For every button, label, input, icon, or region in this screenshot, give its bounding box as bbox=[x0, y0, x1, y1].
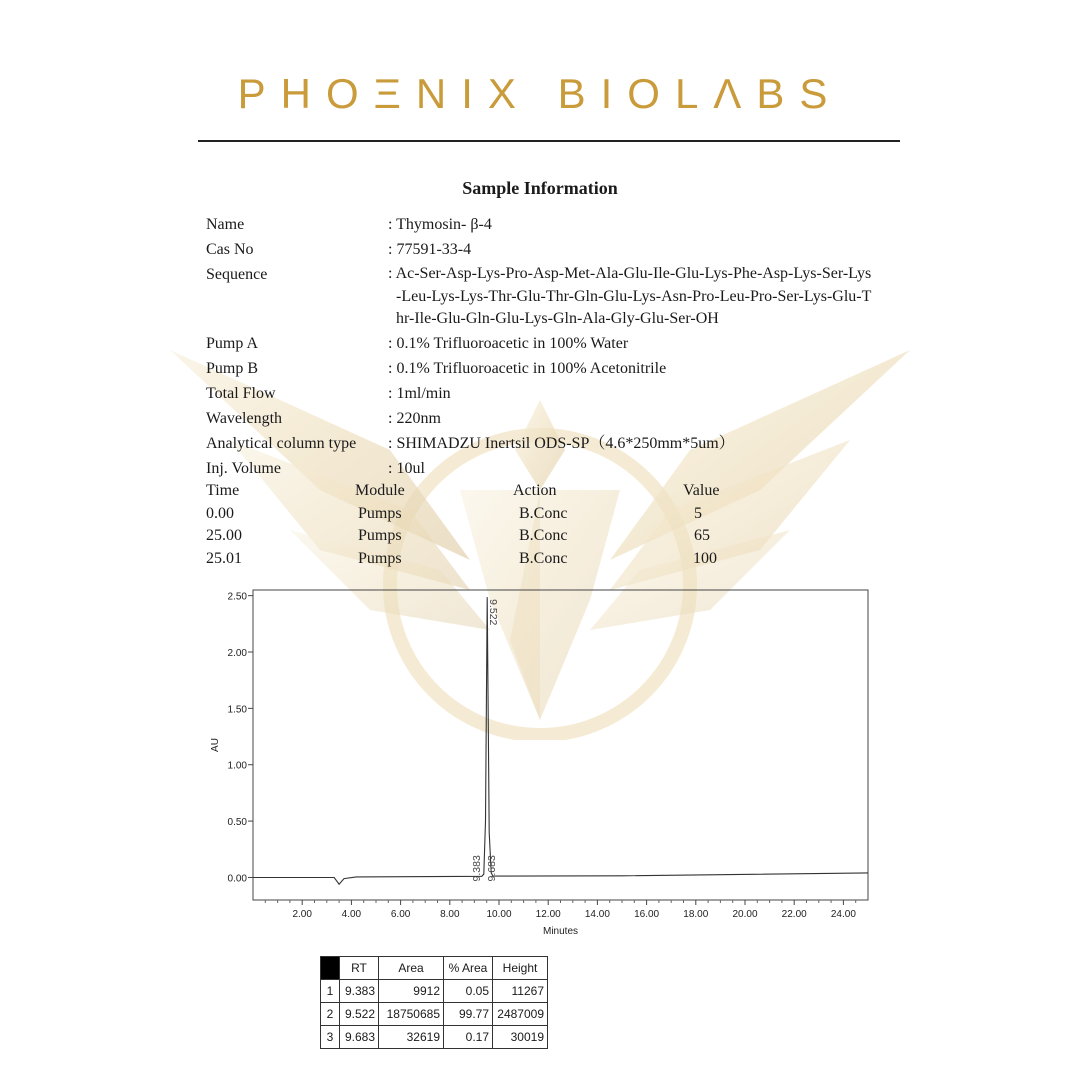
gradient-cell: 0.00 bbox=[206, 504, 234, 522]
sequence-line: -Leu-Lys-Lys-Thr-Glu-Thr-Gln-Glu-Lys-Asn-Pro-Leu-Pro-Ser-Lys-Glu-T bbox=[396, 287, 872, 305]
results-cell: 2487009 bbox=[493, 1003, 548, 1026]
peak-results-table bbox=[320, 956, 548, 1049]
gradient-cell: 25.01 bbox=[206, 549, 242, 567]
gradient-cell: B.Conc bbox=[519, 527, 568, 544]
results-header: RT bbox=[340, 957, 379, 980]
gradient-cell: 65 bbox=[694, 527, 710, 544]
results-header: Area bbox=[379, 957, 444, 980]
header-rule bbox=[198, 140, 900, 142]
results-cell: 0.05 bbox=[444, 980, 493, 1003]
sequence-line: hr-Ile-Glu-Gln-Glu-Lys-Gln-Ala-Gly-Glu-Ser-OH bbox=[396, 310, 719, 327]
x-tick-label: 4.00 bbox=[341, 909, 362, 920]
results-cell: 1 bbox=[321, 980, 340, 1003]
peak-label: 9.522 bbox=[487, 599, 500, 626]
table-row bbox=[321, 980, 548, 1003]
results-cell: 9.522 bbox=[340, 1003, 379, 1026]
info-label: Total Flow bbox=[206, 384, 276, 402]
info-label: Sequence bbox=[206, 266, 268, 283]
gradient-header: Action bbox=[513, 482, 557, 499]
results-cell: 0.17 bbox=[444, 1026, 493, 1049]
results-cell: 9912 bbox=[379, 980, 444, 1003]
info-label: Name bbox=[206, 216, 245, 233]
sequence-line: : Ac-Ser-Asp-Lys-Pro-Asp-Met-Ala-Glu-Ile-Glu-Lys-Phe-Asp-Lys-Ser-Lys bbox=[388, 265, 872, 282]
results-cell: 18750685 bbox=[379, 1003, 444, 1026]
info-value: : 0.1% Trifluoroacetic in 100% Water bbox=[388, 334, 629, 352]
gradient-header: Module bbox=[355, 482, 405, 499]
x-tick-label: 16.00 bbox=[634, 909, 660, 920]
y-tick-label: 0.00 bbox=[227, 873, 247, 885]
gradient-program-table bbox=[206, 482, 766, 572]
info-label: Pump B bbox=[206, 359, 259, 377]
gradient-row bbox=[206, 527, 766, 550]
sample-information-title: Sample Information bbox=[462, 178, 618, 198]
info-label: Analytical column type bbox=[206, 434, 357, 452]
x-tick-label: 14.00 bbox=[584, 909, 610, 920]
x-tick-label: 22.00 bbox=[781, 909, 807, 920]
y-tick-label: 1.50 bbox=[227, 704, 247, 716]
sequence-value bbox=[388, 262, 936, 331]
x-tick-label: 20.00 bbox=[732, 909, 758, 920]
info-row-pump-b bbox=[206, 356, 936, 381]
x-tick-label: 10.00 bbox=[486, 909, 512, 920]
peak-label: 9.683 bbox=[486, 855, 499, 882]
results-cell: 11267 bbox=[493, 980, 548, 1003]
gradient-cell: 100 bbox=[693, 549, 717, 567]
gradient-cell: Pumps bbox=[358, 549, 402, 567]
info-value: : 10ul bbox=[388, 459, 425, 477]
y-tick-label: 2.50 bbox=[227, 591, 247, 603]
plot-frame bbox=[253, 590, 868, 900]
results-cell: 3 bbox=[321, 1026, 340, 1049]
gradient-cell: 5 bbox=[694, 504, 702, 522]
gradient-header-row bbox=[206, 482, 766, 505]
results-cell: 9.383 bbox=[340, 980, 379, 1003]
gradient-header: Value bbox=[683, 482, 720, 499]
results-cell: 30019 bbox=[493, 1026, 548, 1049]
info-value: : 220nm bbox=[388, 409, 441, 427]
info-row-wavelength bbox=[206, 406, 936, 431]
results-cell: 9.683 bbox=[340, 1026, 379, 1049]
x-tick-label: 24.00 bbox=[830, 909, 856, 920]
results-cell: 99.77 bbox=[444, 1003, 493, 1026]
gradient-header: Time bbox=[206, 482, 240, 499]
gradient-cell: 25.00 bbox=[206, 527, 242, 544]
x-tick-label: 2.00 bbox=[292, 909, 312, 920]
y-axis-label: AU bbox=[210, 738, 221, 752]
y-tick-label: 0.50 bbox=[227, 817, 247, 829]
x-tick-label: 18.00 bbox=[683, 909, 709, 920]
info-row-inj-volume bbox=[206, 456, 936, 481]
info-row-sequence bbox=[206, 262, 936, 331]
info-row-column-type bbox=[206, 431, 936, 456]
info-value: : Thymosin- β-4 bbox=[388, 216, 492, 233]
x-axis-label: Minutes bbox=[542, 926, 579, 937]
gradient-cell: B.Conc bbox=[519, 504, 568, 522]
info-row-cas-no bbox=[206, 237, 936, 262]
info-row-pump-a bbox=[206, 331, 936, 356]
y-tick-label: 2.00 bbox=[227, 648, 247, 659]
table-row bbox=[321, 1003, 548, 1026]
gradient-cell: Pumps bbox=[358, 527, 402, 544]
sample-info-block bbox=[206, 212, 936, 481]
info-row-total-flow bbox=[206, 381, 936, 406]
results-corner-cell bbox=[321, 957, 340, 980]
info-label: Wavelength bbox=[206, 409, 283, 427]
x-tick-label: 8.00 bbox=[440, 909, 460, 920]
brand-logo: PHOΞNIX BIOLΛBS bbox=[237, 70, 843, 117]
info-label: Pump A bbox=[206, 334, 259, 352]
gradient-row bbox=[206, 550, 766, 573]
y-tick-label: 1.00 bbox=[227, 760, 247, 772]
gradient-row bbox=[206, 505, 766, 528]
results-header-row bbox=[321, 957, 548, 980]
x-tick-label: 12.00 bbox=[535, 909, 561, 920]
results-header: % Area bbox=[444, 957, 493, 980]
info-value: : SHIMADZU Inertsil ODS-SP（4.6*250mm*5um） bbox=[388, 434, 735, 452]
info-value: : 0.1% Trifluoroacetic in 100% Acetonitrile bbox=[388, 359, 667, 377]
gradient-cell: Pumps bbox=[358, 504, 402, 522]
hplc-chromatogram-chart bbox=[200, 585, 880, 940]
info-label: Cas No bbox=[206, 241, 254, 258]
results-cell: 32619 bbox=[379, 1026, 444, 1049]
peak-label: 9.383 bbox=[470, 855, 483, 882]
chromatogram-trace bbox=[253, 597, 868, 884]
x-tick-label: 6.00 bbox=[390, 909, 411, 920]
info-value: : 77591-33-4 bbox=[388, 241, 472, 258]
table-row bbox=[321, 1026, 548, 1049]
info-value: : 1ml/min bbox=[388, 384, 451, 402]
results-cell: 2 bbox=[321, 1003, 340, 1026]
gradient-cell: B.Conc bbox=[519, 549, 568, 567]
results-header: Height bbox=[493, 957, 548, 980]
info-row-name bbox=[206, 212, 936, 237]
info-label: Inj. Volume bbox=[206, 459, 281, 477]
